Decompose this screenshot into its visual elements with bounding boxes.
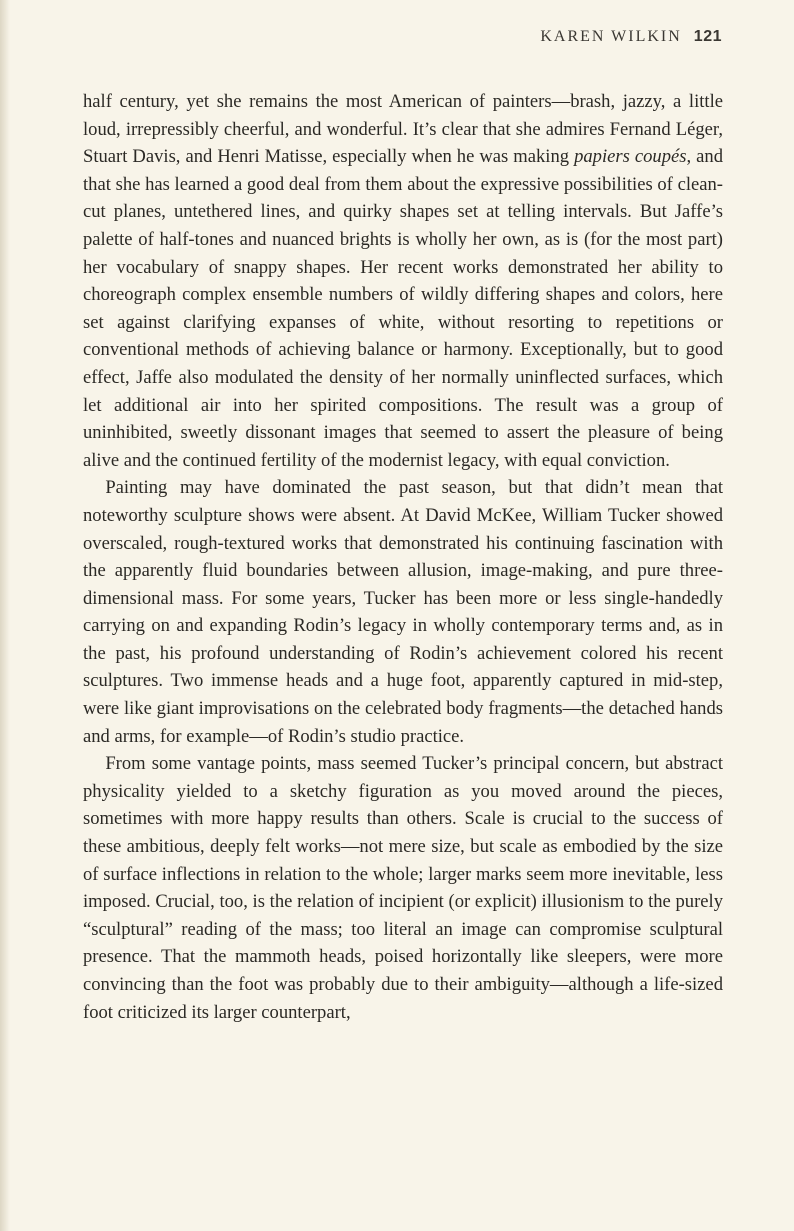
italic-term: papiers coupés	[574, 146, 687, 168]
running-head-author: KAREN WILKIN	[540, 28, 682, 45]
page-number: 121	[693, 28, 722, 45]
paragraph-1-text-b: , and that she has learned a good deal from them about the expressive possibilities of clean-cut planes, untethered lines, and quirky shapes set at telling intervals. But Jaffe’s palette of half-tones and nuanced brights is wholly her own, as is (for the most part) her vocabulary of snappy shapes. Her recent works demonstrated her ability to choreograph complex ensemble numbers of wildly differing shapes and colors, here set against clarifying expanses of white, without resorting to repetitions or conventional methods of achieving balance or harmony. Exceptionally, but to good effect, Jaffe also modulated the density of her normally uninflected surfaces, which let additional air into her spirited compositions. The result was a group of uninhibited, sweetly dissonant images that seemed to assert the pleasure of being alive and the continued fertility of the modernist legacy, with equal conviction.	[83, 146, 724, 471]
paragraph-3: From some vantage points, mass seemed Tucker’s principal concern, but abstract physicality yielded to a sketchy figuration as you moved around the pieces, sometimes with more happy results than others. Scale is crucial to the success of these ambitious, deeply felt works—not mere size, but scale as embodied by the size of surface inflections in relation to the whole; larger marks seem more inevitable, less imposed. Crucial, too, is the relation of incipient (or explicit) illusionism to the purely “sculptural” reading of the mass; too literal an image can compromise sculptural presence. That the mammoth heads, poised horizontally like sleepers, were more convincing than the foot was probably due to their ambiguity—although a life-sized foot criticized its larger counterpart,	[83, 753, 723, 1023]
running-head	[540, 28, 722, 46]
paragraph-2: Painting may have dominated the past season, but that didn’t mean that noteworthy sculpture shows were absent. At David McKee, William Tucker showed overscaled, rough-textured works that demonstrated his continuing fascination with the apparently fluid boundaries between allusion, image-making, and pure three-dimensional mass. For some years, Tucker has been more or less single-handedly carrying on and expanding Rodin’s legacy in wholly contemporary terms and, as in the past, his profound understanding of Rodin’s achievement colored his recent sculptures. Two immense heads and a huge foot, apparently captured in mid-step, were like giant improvisations on the celebrated body fragments—the detached hands and arms, for example—of Rodin’s studio practice.	[83, 477, 723, 747]
paragraph-1-text-a: half century, yet she remains the most American of painters—brash, jazzy, a little loud, irrepressibly cheerful, and wonderful. It’s clear that she admires Fernand Léger, Stuart Davis, and Henri Matisse, especially when he was making	[83, 91, 723, 168]
body-text	[83, 88, 723, 1026]
page-edge-shadow	[0, 0, 10, 1231]
paragraph-1	[83, 88, 723, 474]
